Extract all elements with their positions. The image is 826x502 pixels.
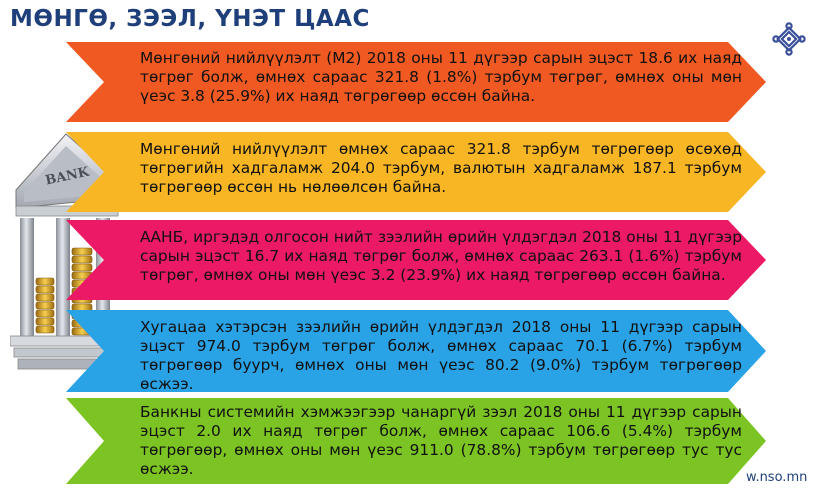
banner-text: Мөнгөний нийлүүлэлт өмнөх сараас 321.8 тэрбум төгрөгөөр өсөхөд төгрөгийн хадгаламж 204.0 тэрбум, валютын хадгаламж 187.1 тэрбум төгрөгөөр өссөн нь нөлөөлсөн байна. — [140, 140, 742, 196]
info-banner-4 — [66, 310, 766, 392]
page-title: МӨНГӨ, ЗЭЭЛ, ҮНЭТ ЦААС — [10, 6, 370, 32]
info-banner-3 — [66, 220, 766, 300]
bank-sign: BANK — [44, 164, 91, 189]
info-banner-2 — [66, 132, 766, 212]
info-banner-5 — [66, 398, 766, 484]
info-banner-1 — [66, 42, 766, 122]
nso-logo-icon — [772, 22, 806, 56]
banner-text: Банкны системийн хэмжээгээр чанаргүй зээл 2018 оны 11 дүгээр сарын эцэст 2.0 их наяд төгрөг болж, өмнөх сараас 106.6 (5.4%) тэрбум төгрөгөөр, өмнөх оны мөн үеэс 911.0 (78.8%) тэрбум төгрөгөөр тус тус өсжээ. — [140, 403, 742, 478]
banner-text: Мөнгөний нийлүүлэлт (М2) 2018 оны 11 дүгээр сарын эцэст 18.6 их наяд төгрөг болж, өмнөх сараас 321.8 (1.8%) тэрбум төгрөг, өмнөх оны мөн үеэс 3.8 (25.9%) их наяд төгрөгөөр өссөн байна. — [140, 49, 742, 105]
website-link[interactable]: w.nso.mn — [746, 470, 808, 485]
banner-text: ААНБ, иргэдэд олгосон нийт зээлийн өрийн үлдэгдэл 2018 оны 11 дүгээр сарын эцэст 16.7 их наяд төгрөг болж, өмнөх сараас 263.1 (1.6%) тэрбум төгрөг, өмнөх оны мөн үеэс 3.2 (23.9%) их наяд төгрөгөөр өссөн байна. — [140, 228, 742, 284]
banner-text: Хугацаа хэтэрсэн зээлийн өрийн үлдэгдэл 2018 оны 11 дүгээр сарын эцэст 974.0 тэрбум төгрөг болж, өмнөх сараас 70.1 (6.7%) тэрбум төгрөгөөр буурч, өмнөх оны мөн үеэс 80.2 (9.0%) тэрбум төгрөгөөр өсжээ. — [140, 318, 742, 393]
